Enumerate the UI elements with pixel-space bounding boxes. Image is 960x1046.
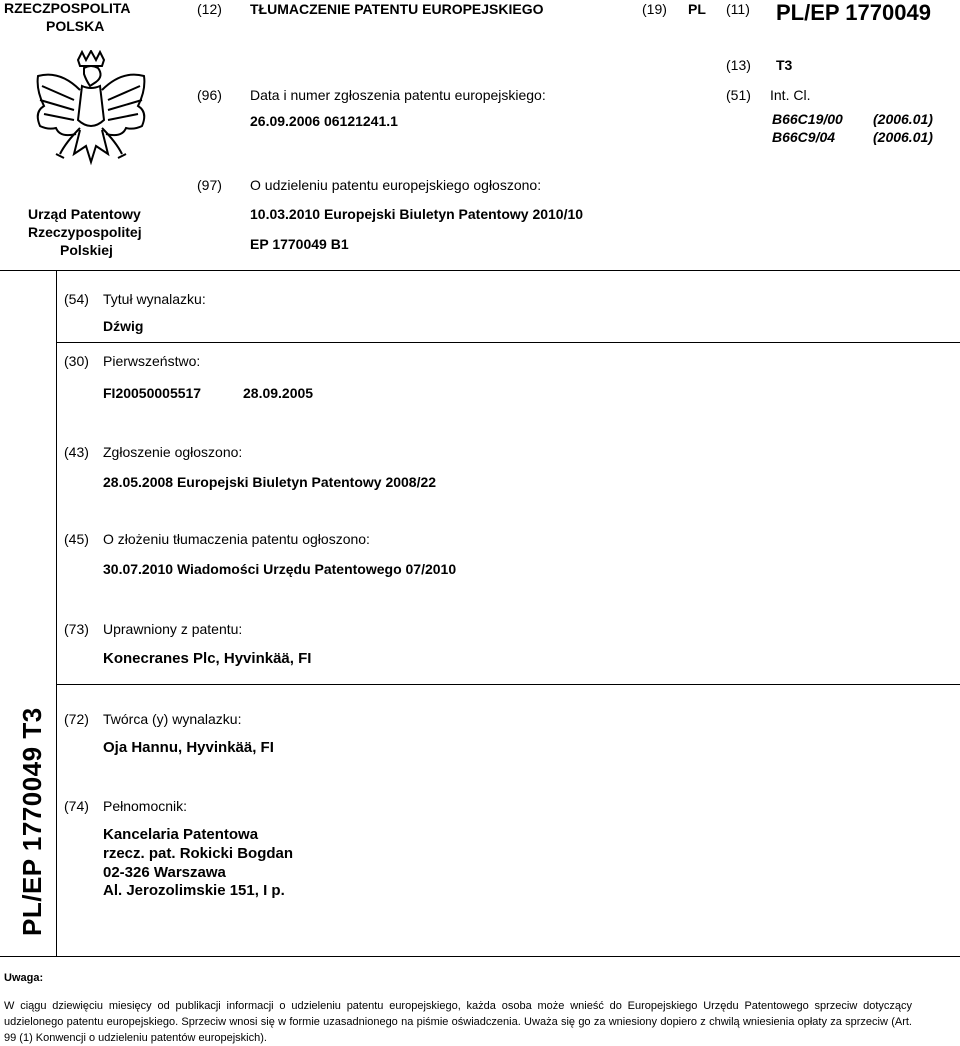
header-divider (0, 270, 960, 271)
proprietor-divider (56, 684, 960, 685)
agent-label: Pełnomocnik: (103, 798, 188, 814)
notice-text: W ciągu dziewięciu miesięcy od publikacji informacji o udzieleniu patentu europejskiego, każda osoba może wnieść do Europejskiego Urzędu Patentowego sprzeciw dotyczący udzielonego patentu europejskiego. Sprzeciw wnosi się w formie uzasadnionego na piśmie oświadczenia. Uważa się go za wniesiony dopiero z chwilą wniesienia opłaty za sprzeciw (Art. 99 (1) Konwencji o udzieleniu patentów europejskich). (4, 1000, 912, 1044)
side-patent-label: PL/EP 1770049 T3 (17, 707, 47, 936)
inid-code-54: (54) (64, 291, 89, 307)
inventor-value: Oja Hannu, Hyvinkää, FI (103, 739, 274, 756)
notice-divider (0, 956, 960, 957)
ep-number: EP 1770049 B1 (250, 236, 349, 252)
grant-label: O udzieleniu patentu europejskiego ogłoszono: (250, 177, 542, 193)
ipc-class-1: B66C19/00 (772, 111, 843, 127)
ipc-class-2-version: (2006.01) (873, 129, 933, 145)
application-label: Data i numer zgłoszenia patentu europejskiego: (250, 87, 546, 103)
priority-label: Pierwszeństwo: (103, 353, 201, 369)
inid-code-97: (97) (197, 177, 222, 193)
office-name-line1: Urząd Patentowy (28, 206, 141, 222)
title-label: Tytuł wynalazku: (103, 291, 206, 307)
translation-label: O złożeniu tłumaczenia patentu ogłoszono: (103, 531, 370, 547)
inid-code-45: (45) (64, 531, 89, 547)
application-value: 26.09.2006 06121241.1 (250, 113, 398, 129)
invention-title: Dźwig (103, 318, 144, 334)
inid-code-96: (96) (197, 87, 222, 103)
title-divider (56, 342, 960, 343)
inid-code-13: (13) (726, 57, 751, 73)
agent-line: Al. Jerozolimskie 151, I p. (103, 882, 285, 899)
priority-date: 28.09.2005 (243, 385, 314, 401)
priority-number: FI20050005517 (103, 385, 202, 401)
int-cl-label: Int. Cl. (770, 87, 811, 103)
inid-code-43: (43) (64, 444, 89, 460)
inid-code-51: (51) (726, 87, 751, 103)
publication-value: 28.05.2008 Europejski Biuletyn Patentowy 2008/22 (103, 474, 437, 490)
agent-line: 02-326 Warszawa (103, 864, 226, 881)
document-type: TŁUMACZENIE PATENTU EUROPEJSKIEGO (250, 1, 544, 17)
inid-code-19: (19) (642, 1, 667, 17)
inid-code-12: (12) (197, 1, 222, 17)
agent-line: Kancelaria Patentowa (103, 826, 259, 843)
inid-code-74: (74) (64, 798, 89, 814)
inid-code-30: (30) (64, 353, 89, 369)
publication-label: Zgłoszenie ogłoszono: (103, 444, 243, 460)
grant-value: 10.03.2010 Europejski Biuletyn Patentowy 2010/10 (250, 206, 584, 222)
proprietor-label: Uprawniony z patentu: (103, 621, 243, 637)
country-name-line1: RZECZPOSPOLITA (4, 0, 131, 16)
patent-number: PL/EP 1770049 (776, 0, 931, 25)
kind-code: T3 (776, 57, 793, 73)
ipc-class-2: B66C9/04 (772, 129, 836, 145)
inid-code-73: (73) (64, 621, 89, 637)
inventor-label: Twórca (y) wynalazku: (103, 711, 242, 727)
office-name-line2: Rzeczypospolitej (28, 224, 142, 240)
inid-code-11: (11) (726, 1, 750, 17)
polish-eagle-emblem-icon (30, 50, 152, 180)
notice-title: Uwaga: (4, 972, 44, 984)
ipc-class-1-version: (2006.01) (873, 111, 933, 127)
country-code: PL (688, 1, 706, 17)
left-margin-rule (56, 270, 57, 956)
agent-line: rzecz. pat. Rokicki Bogdan (103, 845, 294, 862)
translation-value: 30.07.2010 Wiadomości Urzędu Patentowego 07/2010 (103, 561, 457, 577)
inid-code-72: (72) (64, 711, 89, 727)
proprietor-value: Konecranes Plc, Hyvinkää, FI (103, 650, 312, 667)
office-name-line3: Polskiej (60, 242, 113, 258)
country-name-line2: POLSKA (46, 18, 105, 34)
